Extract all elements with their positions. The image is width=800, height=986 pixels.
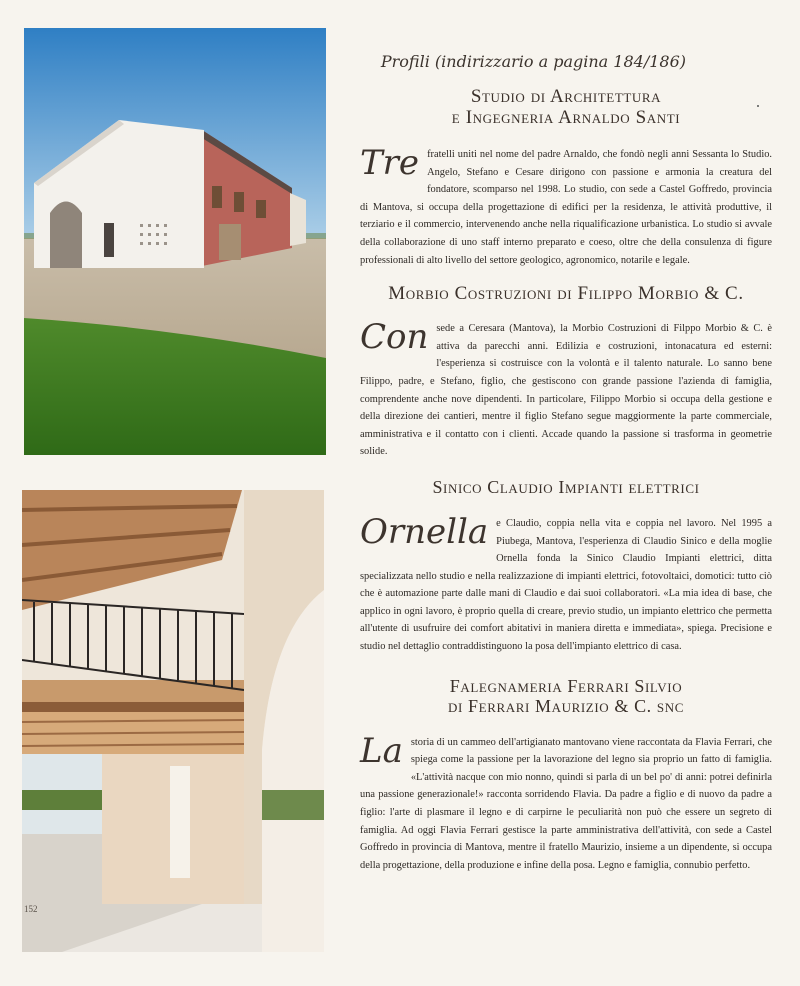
page-number: 152 [24,904,38,914]
section-title-sinico [360,477,772,497]
section-body-studio-santi [360,143,772,269]
article-column [360,44,772,874]
section-title-studio-santi [360,86,772,128]
body-text: e Claudio, coppia nella vita e coppia nel lavoro. Nel 1995 a Piubega, Mantova, l'esperienza di Claudio Sinico e della moglie Ornella fonda la Sinico Claudio Impianti elettrici, ditta specializzata nello studio e nella realizzazione di impianti elettrici, fotovoltaici, domotici: tutto ciò che è automazione parte dalle mani di Claudio e dai suoi collaboratori. «La mia idea di base, che applico in ogni lavoro, è proprio quella di creare, previo studio, un impianto elettrico che permetta all'utente di usufruire dei comfort abitativi in maniera diretta e immediata», spiega. Precisione e studio nel dettaglio contraddistinguono la posa dell'impianto elettrico di casa. [360,517,772,653]
profili-header: Profili (indirizzario a pagina 184/186) [380,52,686,71]
section-title-morbio [360,283,772,304]
body-text: storia di un cammeo dell'artigianato mantovano viene raccontata da Flavia Ferrari, che spiega come la passione per la lavorazione del legno sia proprio un fatto di famiglia. «L'attività nacque con mio nonno, quindi si parla di un bel po' di anni: potrei definirla una passione generazionale!» racconta sorridendo Flavia. Da padre a figlio e di nuovo da padre a figlio: l'arte di plasmare il legno e di carpirne le peculiarità non può che essere un segreto di famiglia. Ad oggi Flavia Ferrari gestisce la parte amministrativa dell'attività, con sede a Castel Goffredo in provincia di Mantova, mentre il fratello Maurizio, insieme a un dipendente, si occupa della progettazione, della produzione e infine della posa. Legno e famiglia, connubio perfetto. [360,736,772,871]
section-body-morbio [360,317,772,461]
title-line: Morbio Costruzioni di Filippo Morbio & C. [388,283,744,305]
lead-word: Tre [360,143,420,183]
photo-farmhouse-exterior [24,28,326,455]
section-body-sinico [360,511,772,656]
section-title-ferrari [360,676,772,716]
title-line: e Ingegneria Arnaldo Santi [451,107,681,128]
body-text: sede a Ceresara (Mantova), la Morbio Costruzioni di Filppo Morbio & C. è attiva da parecchi anni. Edilizia e costruzioni, intonacatura ed esterni: l'esperienza si costruisce con la volontà e il talento naturale. Lo sanno bene Filippo, padre, e Stefano, figlio, che gestiscono con grande passione l'azienda di famiglia, comprendente anche nove dipendenti. In particolare, Filippo Morbio si occupa della gestione e della direzione dei cantieri, mentre il figlio Stefano segue maggiormente la parte commerciale, amministrativa e il contatto con i clienti. Accade quando la passione si trasforma in geometrie solide. [360,323,772,458]
lead-word: La [360,730,403,771]
title-line: di Ferrari Maurizio & C. snc [448,695,684,716]
section-body-ferrari [360,730,772,875]
title-line: Studio di Architettura [470,86,662,107]
body-text: fratelli uniti nel nome del padre Arnaldo, che fondò negli anni Sessanta lo Studio. Angelo, Stefano e Cesare dirigono con passione e armonia la creatura del fondatore, scomparso nel 1998. Lo studio, con sede a Castel Goffredo, provincia di Mantova, si occupa della progettazione di edifici per la residenza, le attività produttive, il terziario e il commercio, intervenendo anche nella riqualificazione urbanistica. Lo studio si avvale della collaborazione di uno staff interno preparato e coeso, oltre che della consulenza di figure professionali di alto livello del settore geologico, agronomico, notarile e legale. [360,149,772,266]
title-line: Falegnameria Ferrari Silvio [449,675,683,696]
photo-porch-interior [22,490,324,952]
title-line: Sinico Claudio Impianti elettrici [432,476,700,497]
lead-word: Con [360,317,429,358]
lead-word: Ornella [360,511,489,552]
